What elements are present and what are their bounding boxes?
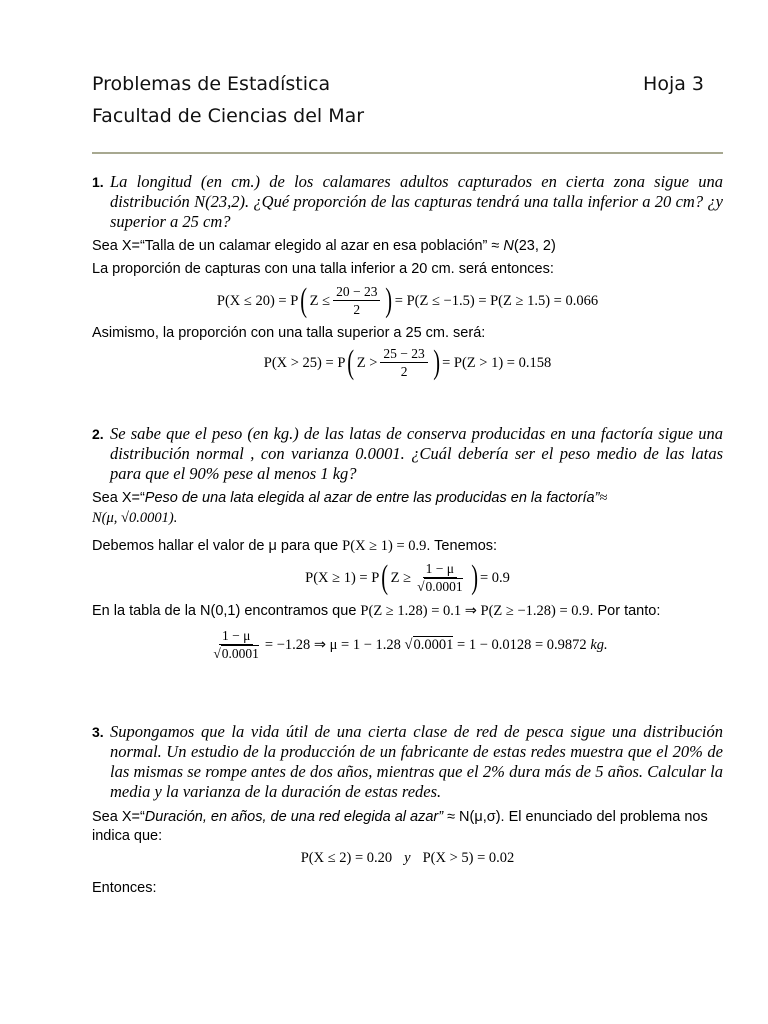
problem-1-equation-2: [92, 345, 723, 381]
denominator: 2: [400, 364, 408, 379]
right-paren: ): [433, 344, 440, 381]
problem-1: [92, 172, 723, 381]
problem-2-text: Se sabe que el peso (en kg.) de las latas de conserva producidas en una factoría sigue una distribución normal , con varianza 0.0001. ¿Cuál debería ser el peso medio de las latas para que el 90% pese al menos 1 kg?: [110, 424, 723, 483]
problem-3-distribution: ≈ N(μ,σ).: [443, 809, 505, 825]
fraction: [333, 283, 380, 319]
eq-right: = P(Z ≤ −1.5) = P(Z ≥ 1.5) = 0.066: [394, 292, 599, 309]
approx-symbol: ≈: [599, 490, 608, 506]
right-paren: ): [385, 282, 393, 319]
problem-3-text: Supongamos que la vida útil de una cierta clase de red de pesca sigue una distribución normal. Un estudio de la producción de un fabricante de estas redes muestra que el 20% de las mismas se rompe antes de dos años, mientras que el 2% dura más de 5 años. Calcular la media y la varianza de la duración de estas redes.: [110, 722, 723, 801]
left-paren: (: [381, 559, 389, 596]
problem-2-line: [92, 537, 723, 556]
problem-3-equation: [92, 850, 723, 867]
eq-left: P(X ≤ 20) = P: [216, 292, 299, 309]
problem-2-variable-text: Peso de una lata elegida al azar de entre las producidas en la factoría”: [144, 490, 600, 506]
eq-middle: = −1.28 ⇒ μ = 1 − 1.28: [264, 636, 401, 653]
problem-1-distribution: N: [503, 238, 514, 254]
problem-2-equation-2: $\frac{1 - \mu}{√0.0001}$ = −1.28 ⇒ μ = 1 − 1.28 √ 0.0001 = 1 − 0.0128 = 0.9872 kg.: [92, 627, 723, 663]
problem-3-variable-prefix: Sea X=“: [92, 809, 145, 825]
problem-3-statement: [92, 722, 723, 802]
sqrt-value: 0.0001: [221, 646, 259, 661]
faculty-name: Facultad de Ciencias del Mar: [92, 105, 365, 127]
numerator: 1 − μ: [219, 627, 253, 645]
sheet-number: Hoja 3: [643, 73, 704, 95]
problem-2-variable-prefix: Sea X=“: [92, 490, 145, 506]
line-text-end: . Por tanto:: [589, 603, 661, 619]
problem-1-equation-1: [92, 283, 723, 319]
eq-and: y: [404, 850, 411, 866]
problem-1-variable-text: Sea X=“Talla de un calamar elegido al azar en esa población” ≈: [92, 238, 504, 254]
document-title: Problemas de Estadística: [92, 73, 331, 95]
left-paren: (: [347, 344, 355, 381]
problem-2-equation-1: [92, 560, 723, 596]
right-paren: ): [470, 559, 478, 596]
problem-3-line-end: Entonces:: [92, 880, 157, 896]
numerator: 20 − 23: [333, 283, 380, 301]
line-text: Debemos hallar el valor de μ para que: [92, 538, 339, 554]
eq-paren-group: [298, 283, 394, 319]
eq-z: Z ≤: [309, 292, 331, 309]
denominator: √0.0001: [417, 579, 463, 594]
eq-left: P(X > 25) = P: [263, 354, 346, 371]
denominator: √0.0001: [213, 646, 259, 661]
denominator: 2: [353, 302, 361, 317]
line-text-end: . Tenemos:: [426, 538, 498, 554]
numerator: 1 − μ: [423, 560, 457, 578]
eq-paren-group: [379, 560, 480, 596]
problem-2: [92, 424, 723, 663]
problem-3-variable: [92, 808, 723, 846]
problem-3: [92, 722, 723, 898]
eq-right: = 0.9: [479, 569, 510, 586]
problem-1-text: La longitud (en cm.) de los calamares adultos capturados en cierta zona sigue una distribución N(23,2). ¿Qué proporción de las capturas tendrá una talla inferior a 20 cm? ¿y superior a 25 cm?: [110, 172, 723, 231]
problem-3-variable-suffix: El enunciado del problema nos indica que:: [92, 809, 708, 844]
fraction: [414, 560, 466, 596]
eq-right: = 1 − 0.0128 = 0.9872: [457, 636, 587, 653]
fraction: [380, 345, 427, 381]
problem-1-params: (23, 2): [513, 238, 556, 254]
unit: kg.: [590, 636, 608, 653]
inline-equation: P(X ≥ 1) = 0.9: [342, 538, 427, 554]
problem-2-number: 2.: [92, 426, 104, 442]
problem-1-statement: [92, 172, 723, 232]
line-text: En la tabla de la N(0,1) encontramos que: [92, 603, 357, 619]
sqrt-value: 0.0001: [425, 579, 463, 594]
eq-first: P(X ≤ 2) = 0.20: [300, 850, 393, 866]
eq-right: = P(Z > 1) = 0.158: [442, 354, 552, 371]
header-divider: [92, 152, 723, 154]
problem-1-number: 1.: [92, 174, 104, 190]
left-paren: (: [300, 282, 308, 319]
sqrt-value: 0.0001: [413, 637, 454, 653]
eq-z: Z >: [356, 354, 378, 371]
eq-paren-group: [345, 345, 442, 381]
problem-2-distribution: N(μ, √0.0001).: [92, 510, 178, 526]
problem-3-variable-text: Duración, en años, de una red elegida al azar”: [144, 809, 444, 825]
problem-1-line-2: Asimismo, la proporción con una talla superior a 25 cm. será:: [92, 325, 486, 341]
problem-1-variable: [92, 237, 723, 256]
fraction: [210, 627, 262, 663]
inline-equation: P(Z ≥ 1.28) = 0.1 ⇒ P(Z ≥ −1.28) = 0.9: [360, 603, 590, 619]
problem-2-variable: [92, 489, 723, 508]
eq-left: P(X ≥ 1) = P: [305, 569, 380, 586]
eq-z: Z ≥: [390, 569, 412, 586]
numerator: 25 − 23: [380, 345, 427, 363]
problem-1-line: La proporción de capturas con una talla inferior a 20 cm. será entonces:: [92, 261, 554, 277]
problem-2-line-2: [92, 602, 723, 621]
eq-second: P(X > 5) = 0.02: [422, 850, 515, 866]
page-header: [92, 68, 704, 132]
problem-2-statement: [92, 424, 723, 484]
problem-3-number: 3.: [92, 724, 104, 740]
